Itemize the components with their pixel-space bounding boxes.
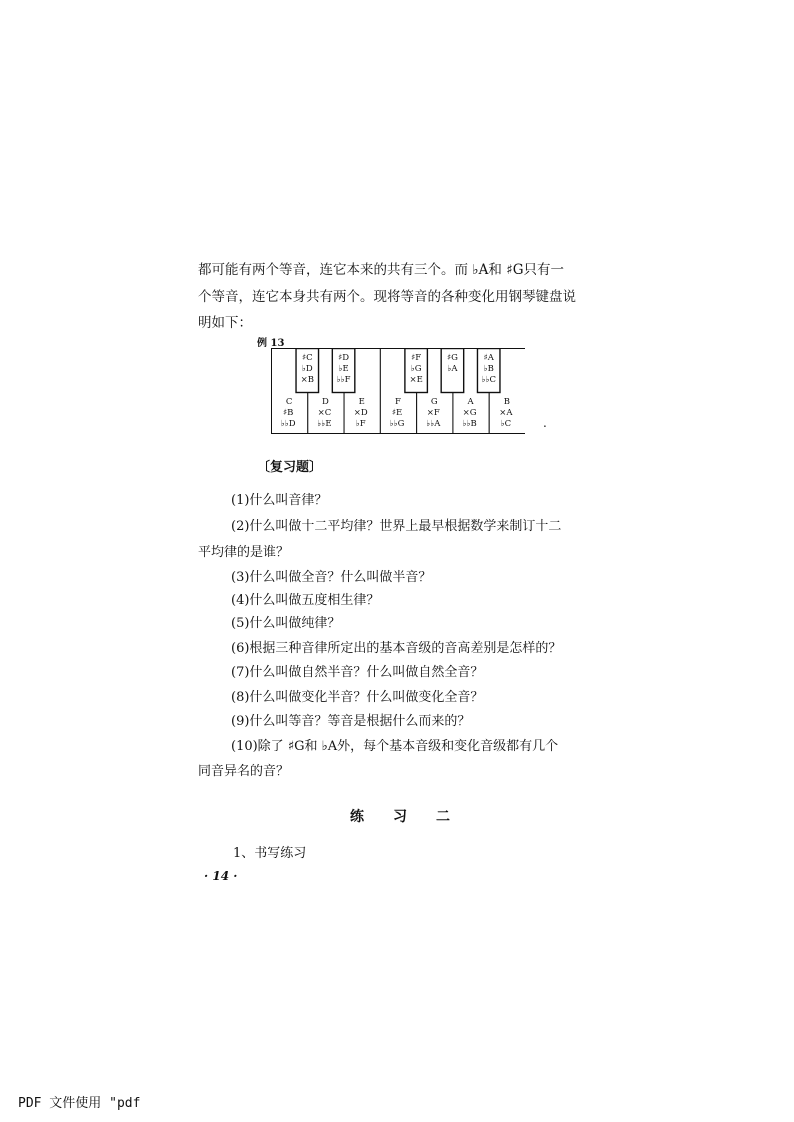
black-key-label: ♭A <box>447 364 458 374</box>
question-7: (7)什么叫做自然半音？什么叫做自然全音？ <box>231 665 484 680</box>
question-1: (1)什么叫音律？ <box>231 493 328 508</box>
white-key-label: ♭♭D <box>280 419 296 429</box>
body-line-3: 明如下： <box>198 315 252 331</box>
white-key-label: ♯E <box>391 408 403 418</box>
page-number: · 14 · <box>204 869 238 883</box>
white-key-label: ×C <box>317 408 332 418</box>
question-10-cont: 同音异名的音？ <box>198 764 290 779</box>
black-key-label: ♯G <box>446 353 458 363</box>
white-key-label: ×G <box>462 408 477 418</box>
white-key-label: A <box>467 397 474 407</box>
white-key-label: ♭♭A <box>426 419 441 429</box>
white-key-label: ×A <box>499 408 513 418</box>
body-line-2: 个等音，连它本身共有两个。现将等音的各种变化用钢琴键盘说 <box>198 289 576 305</box>
white-key-label: ♭C <box>500 419 512 429</box>
white-key-label: ♭♭G <box>389 419 405 429</box>
question-5: (5)什么叫做纯律？ <box>231 616 341 631</box>
review-heading: 〔复习题〕 <box>257 460 323 475</box>
exercise-title-char: 练 <box>350 809 364 825</box>
white-key-label: F <box>395 397 401 407</box>
white-key-label: ♭♭E <box>317 419 332 429</box>
black-key-label: ♭G <box>410 364 422 374</box>
piano-keyboard-figure <box>271 348 525 434</box>
white-key-label: D <box>322 397 329 407</box>
black-key-label: ♯C <box>301 353 313 363</box>
white-key-label: ♭♭B <box>462 419 477 429</box>
white-key-label: G <box>430 397 438 407</box>
black-key-label: ♭♭F <box>336 375 351 385</box>
question-4: (4)什么叫做五度相生律？ <box>231 593 380 608</box>
black-key-label: ♯A <box>483 353 494 363</box>
exercise-title-char: 二 <box>436 809 450 825</box>
exercise-title <box>350 806 450 826</box>
black-key-label: ×B <box>300 375 314 385</box>
question-3: (3)什么叫做全音？什么叫做半音？ <box>231 570 432 585</box>
black-key-label: ♭♭C <box>481 375 496 385</box>
exercise-item: 1、书写练习 <box>233 846 307 861</box>
black-key-label: ♯D <box>338 353 350 363</box>
question-2-cont: 平均律的是谁？ <box>198 545 290 560</box>
black-key-label: ♭D <box>301 364 313 374</box>
question-10: (10)除了 ♯G和 ♭A外，每个基本音级和变化音级都有几个 <box>231 739 559 754</box>
exercise-title-char: 习 <box>393 809 407 825</box>
white-key-label: C <box>285 397 293 407</box>
black-key-label: ♯F <box>411 353 422 363</box>
question-6: (6)根据三种音律所定出的基本音级的音高差别是怎样的？ <box>231 641 562 656</box>
figure-trailing-mark: . <box>543 416 547 430</box>
white-key-label: ×F <box>426 408 440 418</box>
black-key-label: ♭E <box>338 364 349 374</box>
body-line-1: 都可能有两个等音，连它本来的共有三个。而 ♭A和 ♯G只有一 <box>198 262 565 278</box>
footer-watermark: PDF 文件使用 "pdf <box>18 1096 141 1111</box>
question-8: (8)什么叫做变化半音？什么叫做变化全音？ <box>231 690 484 705</box>
white-key-label: ×D <box>353 408 368 418</box>
white-key-label: B <box>503 397 510 407</box>
black-key-label: ♭B <box>483 364 494 374</box>
white-key-label: ♭F <box>355 419 366 429</box>
question-9: (9)什么叫等音？等音是根据什么而来的？ <box>231 714 471 729</box>
figure-label: 例 13 <box>257 338 285 349</box>
question-2: (2)什么叫做十二平均律？世界上最早根据数学来制订十二 <box>231 519 562 534</box>
black-key-label: ×E <box>409 375 423 385</box>
white-key-label: ♯B <box>282 408 294 418</box>
white-key-label: E <box>358 397 365 407</box>
